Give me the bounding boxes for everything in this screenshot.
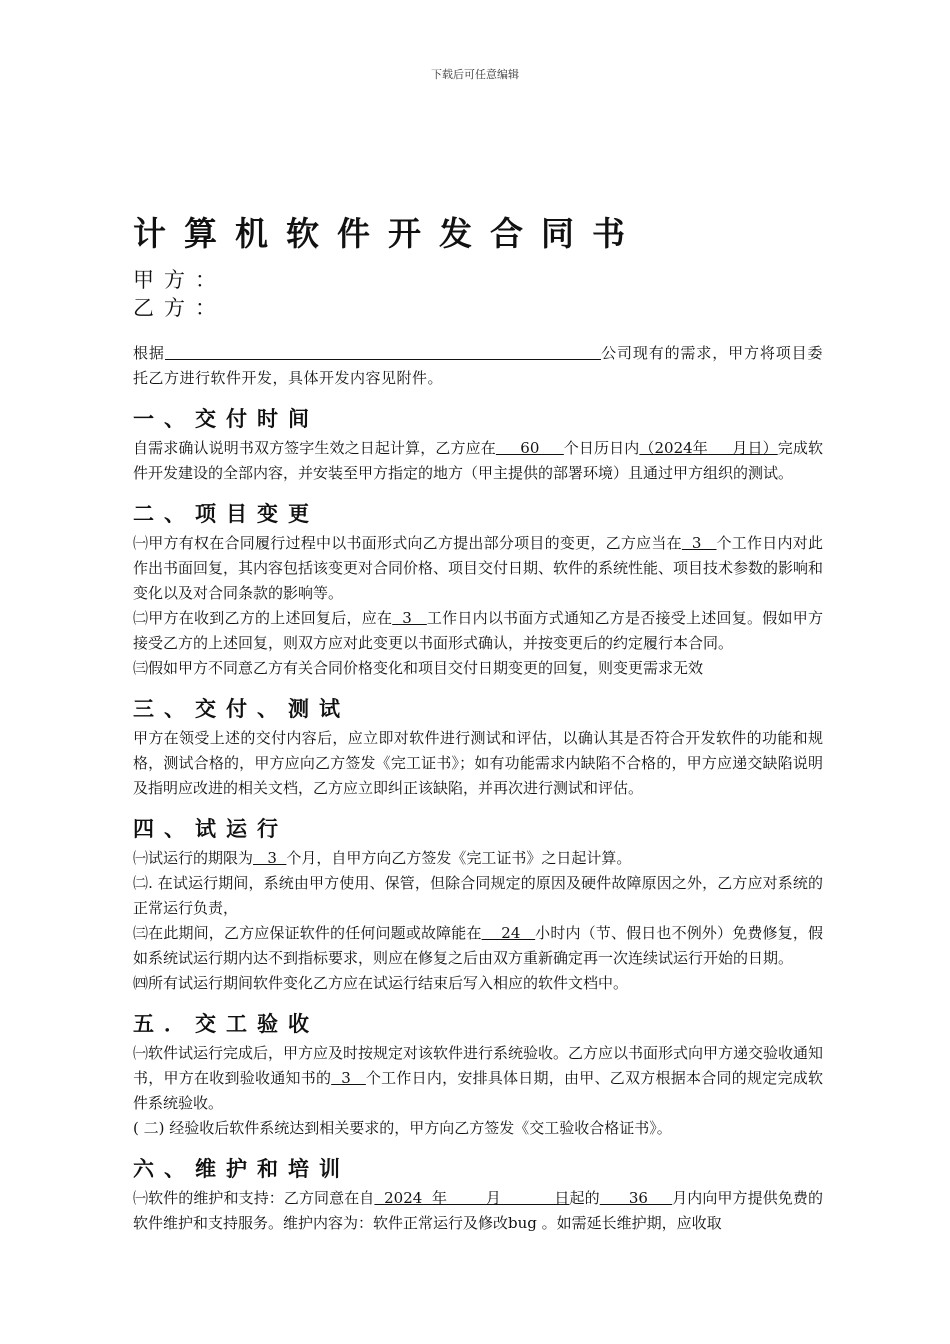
text: ㈠软件试运行完成后，甲方应及时按规定对该软件进行系统验收。乙方应以书面形式向甲方递交验收通知书，甲方在收到验收通知书的 bbox=[133, 1044, 824, 1087]
text: 工作日内以书面方式通知乙方是否接受上述回复。假如甲方接受乙方的上述回复，则双方应对此变更以书面形式确认，并按变更后的约定履行本合同。 bbox=[133, 609, 823, 652]
text: 小时内（节、假日也不例外）免费修复，假如系统试运行期内达不到指标要求，则应在修复之后由双方重新确定再一次连续试运行开始的日期。 bbox=[133, 924, 823, 967]
intro-section bbox=[133, 341, 823, 391]
section-heading-trial-run: 四、试运行 bbox=[133, 817, 288, 841]
text: 个日历日内 bbox=[563, 439, 640, 457]
section-heading-acceptance: 五．交工验收 bbox=[133, 1012, 319, 1036]
intro-text-b: 公司现有的需求，甲方将项目委托乙方进行软件开发，具体开发内容见附件。 bbox=[133, 344, 823, 387]
maintenance-start-date: 2024 年 月 日 bbox=[374, 1189, 570, 1207]
intro-text-a: 根据 bbox=[133, 344, 165, 362]
trial-months-value: 3 bbox=[253, 849, 287, 867]
section-heading-maintenance: 六、维护和培训 bbox=[133, 1157, 350, 1181]
notify-days-value: 3 bbox=[392, 609, 427, 627]
text: ㈡甲方在收到乙方的上述回复后，应在 bbox=[133, 609, 393, 627]
text: 起的 bbox=[569, 1189, 600, 1207]
maintenance-months-value: 36 bbox=[599, 1189, 673, 1207]
contract-body bbox=[133, 341, 823, 1236]
text: ㈠软件的维护和支持：乙方同意在自 bbox=[133, 1189, 375, 1207]
trial-paragraph-1 bbox=[133, 846, 823, 871]
section-heading-project-change: 二、项目变更 bbox=[133, 502, 319, 526]
trial-paragraph-3 bbox=[133, 921, 823, 971]
text: 个月，自甲方向乙方签发《完工证书》之日起计算。 bbox=[286, 849, 632, 867]
change-paragraph-3: ㈢假如甲方不同意乙方有关合同价格变化和项目交付日期变更的回复，则变更需求无效 bbox=[133, 659, 704, 677]
text: ㈠甲方有权在合同履行过程中以书面形式向乙方提出部分项目的变更，乙方应当在 bbox=[133, 534, 682, 552]
party-a-label: 甲方： bbox=[133, 268, 226, 292]
acceptance-paragraph-1 bbox=[133, 1041, 823, 1116]
reply-days-value: 3 bbox=[681, 534, 717, 552]
text: 个工作日内对此作出书面回复，其内容包括该变更对合同价格、项目交付日期、软件的系统性能、项目技术参数的影响和变化以及对合同条款的影响等。 bbox=[133, 534, 824, 602]
change-paragraph-2 bbox=[133, 606, 823, 656]
acceptance-days-value: 3 bbox=[331, 1069, 366, 1087]
company-name-blank bbox=[165, 342, 601, 360]
trial-paragraph-2: ㈡. 在试运行期间，系统由甲方使用、保管，但除合同规定的原因及硬件故障原因之外，乙方应对系统的正常运行负责， bbox=[133, 874, 823, 917]
maintenance-paragraph-1 bbox=[133, 1186, 823, 1236]
section-heading-delivery-test: 三、交付、测试 bbox=[133, 697, 350, 721]
test-paragraph: 甲方在领受上述的交付内容后，应立即对软件进行测试和评估，以确认其是否符合开发软件的功能和规格，测试合格的，甲方应向乙方签发《完工证书》；如有功能需求内缺陷不合格的，甲方应递交缺陷说明及指明应改进的相关文档，乙方应立即纠正该缺陷，并再次进行测试和评估。 bbox=[133, 729, 823, 797]
intro-paragraph bbox=[133, 341, 823, 391]
text: ㈠试运行的期限为 bbox=[133, 849, 254, 867]
repair-hours-value: 24 bbox=[481, 924, 536, 942]
party-b-label: 乙方： bbox=[133, 296, 226, 320]
delivery-date-value: （2024年 月日） bbox=[639, 439, 778, 457]
text: 月内向甲方提供免费的软件维护和支持服务。维护内容为：软件正常运行及修改bug 。如需延长维护期，应收取 bbox=[133, 1189, 823, 1232]
delivery-days-value: 60 bbox=[495, 439, 564, 457]
text: 个工作日内，安排具体日期，由甲、乙双方根据本合同的规定完成软件系统验收。 bbox=[133, 1069, 823, 1112]
acceptance-paragraph-2: ( 二) 经验收后软件系统达到相关要求的，甲方向乙方签发《交工验收合格证书》。 bbox=[133, 1119, 672, 1137]
text: 完成软件开发建设的全部内容，并安装至甲方指定的地方（甲主提供的部署环境）且通过甲方组织的测试。 bbox=[133, 439, 823, 482]
section-heading-delivery-time: 一、交付时间 bbox=[133, 407, 319, 431]
header-note: 下载后可任意编辑 bbox=[431, 68, 519, 81]
delivery-time-paragraph bbox=[133, 436, 823, 486]
change-paragraph-1 bbox=[133, 531, 823, 606]
text: 自需求确认说明书双方签字生效之日起计算，乙方应在 bbox=[133, 439, 496, 457]
text: ㈢在此期间，乙方应保证软件的任何问题或故障能在 bbox=[133, 924, 482, 942]
page-title: 计算机软件开发合同书 bbox=[133, 214, 643, 253]
trial-paragraph-4: ㈣所有试运行期间软件变化乙方应在试运行结束后写入相应的软件文档中。 bbox=[133, 974, 629, 992]
